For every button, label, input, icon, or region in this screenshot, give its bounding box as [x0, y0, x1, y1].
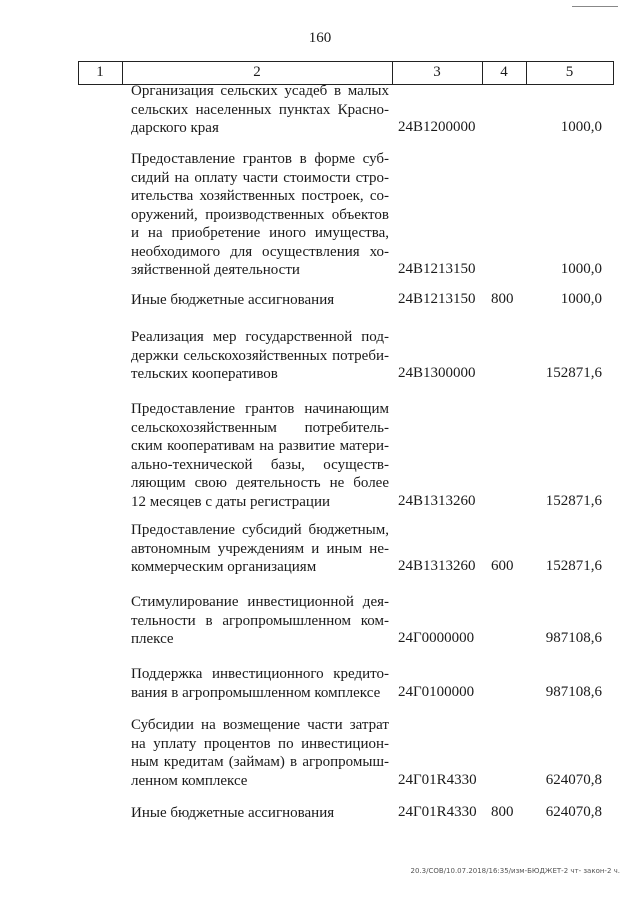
page-number: 160 — [308, 30, 332, 46]
row-expense-type: 800 — [491, 291, 514, 307]
row-description — [131, 150, 389, 280]
description-line: зяйственной деятельности — [131, 262, 300, 278]
description-line: Субсидии на возмещение части затрат — [131, 717, 389, 733]
description-line: оружений, производственных объектов — [131, 206, 389, 223]
description-line: Реализация мер государственной под- — [131, 329, 389, 345]
row-code: 24В1213150 — [398, 291, 476, 307]
description-line: ным кредитам (займам) в агропромыш- — [131, 754, 389, 770]
description-line: сидий на оплату части стоимости стро- — [131, 169, 389, 186]
row-expense-type: 800 — [491, 804, 514, 820]
row-description — [131, 82, 389, 138]
description-line: ально-технической базы, осуществ- — [131, 456, 389, 473]
row-code: 24Г01R4330 — [398, 804, 477, 820]
description-line: тельских кооперативов — [131, 366, 278, 382]
row-amount: 1000,0 — [560, 261, 602, 277]
row-description — [131, 328, 389, 384]
description-line: тельности в агропромышленном ком- — [131, 612, 389, 629]
row-amount: 1000,0 — [560, 291, 602, 307]
description-line: на уплату процентов по инвестицион- — [131, 735, 389, 752]
row-amount: 152871,6 — [545, 558, 602, 574]
description-line: вания в агропромышленном комплексе — [131, 684, 381, 701]
description-line: ским кооперативам на развитие матери- — [131, 438, 389, 454]
description-line: коммерческим организациям — [131, 559, 317, 575]
description-line: ительства хозяйственных построек, со- — [131, 188, 389, 204]
description-line: сельскохозяйственным потребитель- — [131, 419, 389, 436]
header-col-4: 4 — [500, 64, 508, 80]
description-line: необходимого для осуществления хо- — [131, 243, 389, 260]
header-col-2: 2 — [253, 64, 261, 80]
description-line: держки сельскохозяйственных потреби- — [131, 347, 389, 364]
row-code: 24В1213150 — [398, 261, 476, 277]
row-code: 24Г0000000 — [398, 630, 475, 646]
row-description — [131, 593, 389, 649]
row-code: 24В1300000 — [398, 365, 476, 381]
row-code: 24Г0100000 — [398, 683, 475, 700]
description-line: автономным учреждениям и иным не- — [131, 540, 389, 557]
description-line: Стимулирование инвестиционной дея- — [131, 594, 389, 610]
row-description — [131, 665, 389, 702]
description-line: Иные бюджетные ассигнования — [131, 292, 335, 308]
description-line: Предоставление грантов начинающим — [131, 401, 389, 417]
row-amount: 987108,6 — [545, 683, 602, 700]
row-description — [131, 521, 389, 577]
corner-mark — [572, 6, 618, 7]
description-line: и на приобретение иного имущества, — [131, 225, 389, 241]
description-line: сельских населенных пунктах Красно- — [131, 101, 389, 118]
description-line: Предоставление грантов в форме суб- — [131, 151, 389, 167]
description-line: ляющим свою деятельность не более — [131, 475, 389, 491]
description-line: плексе — [131, 631, 174, 647]
header-col-1: 1 — [96, 64, 104, 80]
row-amount: 624070,8 — [545, 771, 602, 788]
row-amount: 152871,6 — [545, 365, 602, 381]
description-line: дарского края — [131, 120, 219, 136]
description-line: Иные бюджетные ассигнования — [131, 805, 335, 821]
header-border — [613, 62, 614, 84]
row-code: 24В1313260 — [398, 558, 476, 574]
row-amount: 987108,6 — [545, 630, 602, 646]
row-expense-type: 600 — [491, 558, 514, 574]
row-code: 24В1313260 — [398, 492, 476, 509]
row-amount: 152871,6 — [545, 492, 602, 509]
description-line: Предоставление субсидий бюджетным, — [131, 522, 389, 538]
header-col-5: 5 — [565, 64, 574, 80]
row-description — [131, 804, 389, 823]
description-line: ленном комплексе — [131, 772, 248, 789]
row-description — [131, 291, 389, 310]
row-description — [131, 400, 389, 511]
footer-note: 20.3/СОВ/10.07.2018/16:35/изм-БЮДЖЕТ-2 чт- закон-2 ч. — [410, 867, 620, 875]
description-line: Организация сельских усадеб в малых — [131, 83, 389, 99]
description-line: 12 месяцев с даты регистрации — [131, 493, 331, 510]
row-amount: 624070,8 — [545, 804, 602, 820]
row-code: 24Г01R4330 — [398, 771, 477, 788]
row-amount: 1000,0 — [560, 119, 602, 135]
row-code: 24В1200000 — [398, 119, 476, 135]
header-col-3: 3 — [433, 64, 441, 80]
row-description — [131, 716, 389, 790]
description-line: Поддержка инвестиционного кредито- — [131, 666, 389, 682]
